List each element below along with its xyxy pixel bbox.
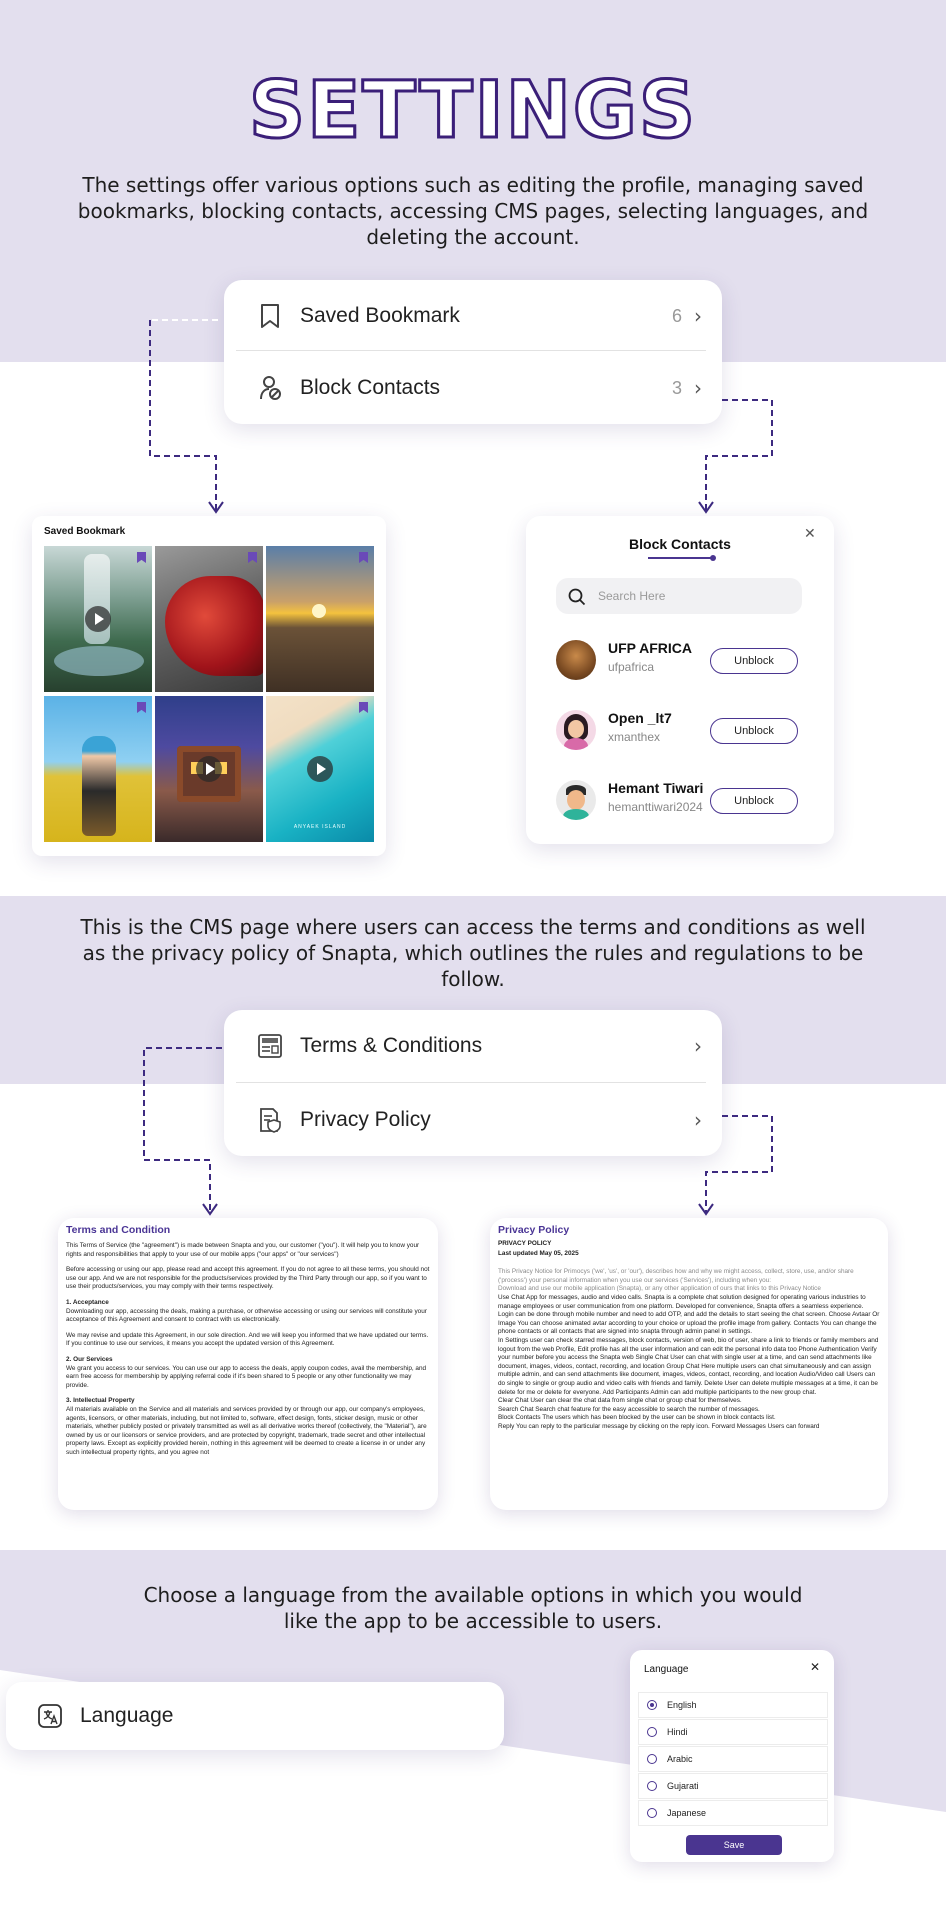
block-contacts-title: Block Contacts [629, 536, 731, 552]
bookmark-tile[interactable] [44, 546, 152, 692]
chevron-right-icon: › [694, 304, 702, 328]
contact-username: xmanthex [608, 730, 661, 744]
unblock-button[interactable]: Unblock [710, 648, 798, 674]
blocked-contact-row [556, 776, 796, 824]
bookmark-tile[interactable] [266, 546, 374, 692]
saved-bookmark-title: Saved Bookmark [44, 526, 126, 537]
language-option-label: English [667, 1700, 697, 1710]
block-contacts-label: Block Contacts [300, 376, 441, 399]
block-contacts-count: 3 [671, 377, 682, 398]
privacy-paragraph: Download and use our mobile application (Snapta), or any other application of ours that links to this Privacy Notice [498, 1285, 821, 1293]
terms-section [66, 1356, 430, 1390]
terms-paragraph: Before accessing or using our app, please read and accept this agreement. If you do not agree to all these terms, you should not use our app. And we are not responsible for the products/services provided by the Third Party through our app, so if you want to use their products/services, you may comply with their terms respectively. [66, 1266, 430, 1291]
play-icon[interactable] [85, 606, 111, 632]
terms-document[interactable] [58, 1218, 438, 1510]
tile-red-car [165, 576, 263, 676]
title-underline-dot [710, 555, 716, 561]
avatar [556, 780, 596, 820]
terms-paragraph: We grant you access to our services. You can use our app to access the deals, apply coupon codes, avail the membership, and earn free access for membership by applying referral code if it's been shared to 5 people or any other functionality we may provide. [66, 1364, 427, 1389]
bookmark-flag-icon [359, 552, 368, 563]
connector-lines-settings [0, 300, 946, 520]
privacy-paragraph: Use Chat App for messages, audio and video calls. Snapta is a complete chat solution designed for operating various industries to manage employees or user communication from one platform. Developed for convenience, Snapta offers a seamless experience. [498, 1293, 866, 1310]
privacy-label: Privacy Policy [300, 1108, 431, 1131]
privacy-paragraph: Block Contacts The users which has been blocked by the user can be shown in block contacts list. [498, 1414, 776, 1422]
search-placeholder: Search Here [598, 589, 666, 603]
save-button[interactable]: Save [686, 1835, 782, 1855]
connector-lines-cms [0, 1040, 946, 1220]
terms-paragraph: Downloading our app, accessing the deals, making a purchase, or otherwise accessing or using our services will constitute your acceptance of this Agreement and consent to contract with us electronically. [66, 1307, 427, 1324]
language-menu-card [6, 1682, 504, 1750]
cms-intro: This is the CMS page where users can access the terms and conditions as well as the privacy policy of Snapta, which outlines the rules and regulations to be follow. [80, 915, 866, 991]
contact-name: Hemant Tiwari [608, 780, 704, 796]
terms-heading: 3. Intellectual Property [66, 1397, 135, 1405]
bookmark-flag-icon [359, 702, 368, 713]
contact-username: hemanttiwari2024 [608, 800, 703, 814]
blocked-contact-row [556, 706, 796, 754]
contact-name: UFP AFRICA [608, 640, 692, 656]
radio-icon [647, 1808, 657, 1818]
language-option-label: Gujarati [667, 1781, 699, 1791]
search-input[interactable] [556, 578, 802, 614]
privacy-paragraph: Search Chat Search chat feature for the easy accessible to search the number of messages. [498, 1405, 760, 1413]
language-option[interactable] [638, 1800, 828, 1826]
search-icon [568, 588, 586, 606]
terms-heading: 1. Acceptance [66, 1298, 109, 1306]
terms-section [66, 1299, 430, 1325]
bookmark-tile[interactable] [155, 696, 263, 842]
language-modal [630, 1650, 834, 1862]
saved-bookmark-label: Saved Bookmark [300, 304, 460, 327]
privacy-paragraph: In Settings user can check starred messages, block contacts, version of web, bio of user, share a link to friends or family members and logout from the web Profile, Edit profile has all the user information and can edit the personal info data too Phone Authentication Verify your number before you access the Snapta web Single Chat User can chat with single user at a time, and can send attachments like document, images, videos, contact, recording, and location Group Chat Here multiple users can chat simultaneously and can assign multiple admin, and can send attachments like document, images, videos, contact, recording, and location Audio/Video call Users can do single to single or group audio and video calls with friends and family. Delete User can delete multiple messages at a time, it can be delete for me or delete for everyone. Add Participants Admin can add multiple participants to the new group chat. [498, 1336, 879, 1396]
privacy-paragraph: Clear Chat User can clear the chat data from single chat or group chat for themselves. [498, 1397, 742, 1405]
language-option[interactable] [638, 1746, 828, 1772]
language-intro: Choose a language from the available options in which you would like the app to be accessible to users. [143, 1583, 803, 1633]
terms-heading: 2. Our Services [66, 1355, 113, 1363]
privacy-document[interactable] [490, 1218, 888, 1510]
privacy-title: Privacy Policy [498, 1224, 570, 1236]
close-icon[interactable]: ✕ [804, 526, 816, 542]
language-option-label: Hindi [667, 1727, 688, 1737]
terms-paragraph: This Terms of Service (the "agreement") is made between Snapta and you, our customer ("you"). It will help you to know your rights and responsibilities that apply to your use of our mobile apps ("our apps" or "our services") [66, 1242, 420, 1258]
bookmark-tile[interactable] [266, 696, 374, 842]
avatar-face [568, 720, 584, 738]
bookmark-tile[interactable] [155, 546, 263, 692]
contact-name: Open _lt7 [608, 710, 672, 726]
avatar-body [564, 738, 588, 750]
close-icon[interactable]: ✕ [810, 1660, 821, 1674]
tile-caption: ANYAEK ISLAND [293, 824, 347, 830]
radio-icon [647, 1754, 657, 1764]
avatar-face [567, 790, 585, 810]
privacy-paragraph: Login can be done through mobile number and need to add OTP, and add the details to start seeing the chat screen. Choose Avtaar Or Image You can choose animated avtar according to your choice or upload the profile image from gallery. Contacts You can change the phone contacts or all contacts that are signed into snapta through admin panel in settings. [498, 1311, 880, 1336]
terms-paragraph: All materials available on the Service and all materials and services provided by or through our app, our company's employees, agents, licensors, or other materials, including, but not limited to, software, effect design, fonts, sticker design, music or other materials, whether publicly posted or privately transmitted as well as all derivative works thereof (collectively, the "Material"), are owned by us or our licensors or service providers, and are protected by copyright, trademark, trade secret and other intellectual property laws. Except as explicitly provided herein, nothing in this agreement will be deemed to create a license in or under any such intellectual property rights, and you agree not [66, 1405, 427, 1456]
bookmark-flag-icon [137, 552, 146, 563]
play-icon[interactable] [307, 756, 333, 782]
language-option[interactable] [638, 1692, 828, 1718]
chevron-right-icon: › [694, 1108, 702, 1132]
privacy-paragraph: Reply You can reply to the particular message by clicking on the reply icon. Forward Messages Users can forward [498, 1422, 820, 1430]
blocked-contact-row [556, 636, 796, 684]
privacy-paragraph: This Privacy Notice for Primocys ('we', 'us', or 'our'), describes how and why we might access, collect, store, use, and/or share ('process') your personal information when you use our services ('Services'), including when you: [498, 1268, 854, 1284]
language-option-label: Japanese [667, 1808, 707, 1818]
block-contacts-panel [526, 516, 834, 844]
chevron-right-icon: › [694, 1034, 702, 1058]
avatar-body [563, 809, 589, 820]
saved-bookmark-count: 6 [671, 305, 682, 326]
saved-bookmark-panel [32, 516, 386, 856]
translate-icon [36, 1702, 64, 1730]
language-option[interactable] [638, 1773, 828, 1799]
language-option[interactable] [638, 1719, 828, 1745]
terms-section [66, 1397, 430, 1457]
unblock-button[interactable]: Unblock [710, 718, 798, 744]
page-title: SETTINGS [248, 66, 698, 156]
language-option-label: Arabic [667, 1754, 693, 1764]
avatar [556, 710, 596, 750]
play-icon[interactable] [196, 756, 222, 782]
chevron-right-icon: › [694, 376, 702, 400]
terms-paragraph: We may revise and update this Agreement, in our sole direction. And we will keep you informed that we have updated our terms. If you continue to use our services, it means you accept the updated version of this Agreement. [66, 1331, 429, 1348]
unblock-button[interactable]: Unblock [710, 788, 798, 814]
language-modal-title: Language [644, 1664, 689, 1675]
title-underline [648, 557, 714, 559]
bookmark-flag-icon [248, 552, 257, 563]
bookmark-tile[interactable] [44, 696, 152, 842]
tile-stream [54, 646, 144, 676]
terms-title: Terms and Condition [66, 1224, 171, 1236]
tile-girl [82, 736, 116, 836]
language-row[interactable] [6, 1680, 504, 1752]
contact-username: ufpafrica [608, 660, 655, 674]
bookmark-flag-icon [137, 702, 146, 713]
terms-label: Terms & Conditions [300, 1034, 483, 1057]
radio-icon [647, 1727, 657, 1737]
tile-sun [312, 604, 326, 618]
privacy-heading: PRIVACY POLICY [498, 1240, 552, 1247]
avatar [556, 640, 596, 680]
radio-icon [647, 1781, 657, 1791]
language-label: Language [80, 1704, 174, 1727]
settings-intro: The settings offer various options such as editing the profile, managing saved bookmarks, blocking contacts, accessing CMS pages, selecting languages, and deleting the account. [77, 173, 869, 249]
radio-selected-icon [647, 1700, 657, 1710]
privacy-updated: Last updated May 05, 2025 [498, 1249, 579, 1257]
